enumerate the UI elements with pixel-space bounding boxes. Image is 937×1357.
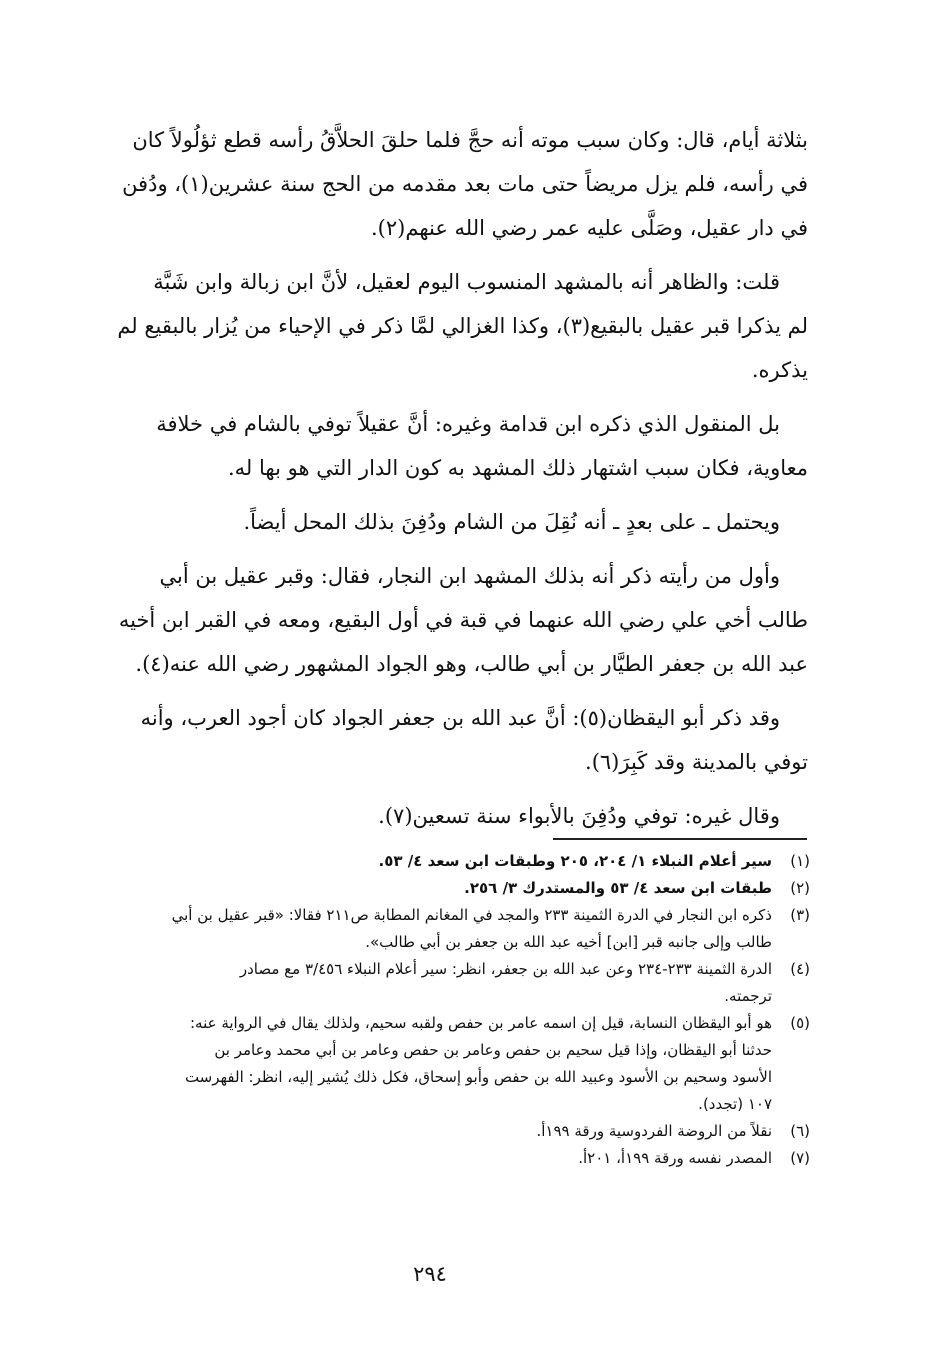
text-line: قلت: والظاهر أنه بالمشهد المنسوب اليوم لعقيل، لأنَّ ابن زبالة وابن شَبَّة (153, 270, 780, 294)
footnote-1 (64, 848, 810, 875)
paragraph (64, 696, 808, 784)
footnote-separator (553, 838, 807, 840)
footnote-number: (٣) (790, 906, 810, 924)
footnote-text: الأسود وسحيم بن الأسود وعبيد الله بن حفص وأبو إسحاق، فكل ذلك يُشير إليه، انظر: الفهرست (184, 1068, 772, 1086)
paragraph (64, 402, 808, 490)
text-line: في دار عقيل، وصَلَّى عليه عمر رضي الله عنهم(٢). (371, 216, 808, 240)
text-line: عبد الله بن جعفر الطيَّار بن أبي طالب، وهو الجواد المشهور رضي الله عنه(٤). (135, 652, 808, 676)
footnote-text: ذكره ابن النجار في الدرة الثمينة ٢٣٣ والمجد في المغانم المطابة ص٢١١ فقالا: «قبر عقيل بن أبي (171, 906, 772, 924)
text-line: توفي بالمدينة وقد كَبِرَ(٦). (585, 750, 808, 774)
paragraph (64, 260, 808, 392)
footnote-7 (64, 1145, 810, 1172)
footnote-number: (٤) (790, 960, 810, 978)
paragraph (64, 554, 808, 686)
footnote-5 (64, 1010, 810, 1118)
footnote-number: (٧) (790, 1149, 810, 1167)
footnote-2 (64, 875, 810, 902)
footnote-6 (64, 1118, 810, 1145)
footnote-number: (٢) (790, 879, 810, 897)
footnote-text: ترجمته. (724, 987, 772, 1005)
paragraph (64, 794, 808, 838)
text-line: طالب أخي علي رضي الله عنهما في قبة في أول البقيع، ومعه في القبر ابن أخيه (118, 608, 808, 632)
footnote-3 (64, 902, 810, 956)
footnote-text: هو أبو اليقظان النسابة، قيل إن اسمه عامر بن حفص ولقبه سحيم، ولذلك يقال في الرواية عنه: (190, 1014, 772, 1032)
text-line: بثلاثة أيام، قال: وكان سبب موته أنه حجَّ فلما حلقَ الحلاَّقُ رأسه قطع ثؤلُولاً كان (132, 128, 808, 152)
footnote-text: طالب وإلى جانبه قبر [ابن] أخيه عبد الله بن جعفر بن أبي طالب». (365, 933, 772, 951)
text-line: وأول من رأيته ذكر أنه بذلك المشهد ابن النجار، فقال: وقبر عقيل بن أبي (159, 564, 780, 588)
text-line: بل المنقول الذي ذكره ابن قدامة وغيره: أنَّ عقيلاً توفي بالشام في خلافة (156, 412, 780, 436)
footnote-number: (٥) (790, 1014, 810, 1032)
footnote-text: سير أعلام النبلاء ١/ ٢٠٤، ٢٠٥ وطبقات ابن سعد ٤/ ٥٣. (378, 852, 772, 870)
main-text (64, 118, 808, 848)
text-line: في رأسه، فلم يزل مريضاً حتى مات بعد مقدمه من الحج سنة عشرين(١)، ودُفن (122, 172, 808, 196)
text-line: ويحتمل ـ على بعدٍ ـ أنه نُقِلَ من الشام ودُفِنَ بذلك المحل أيضاً. (243, 510, 780, 534)
footnote-text: المصدر نفسه ورقة ١٩٩أ، ٢٠١أ. (578, 1149, 772, 1167)
footnote-text: ١٠٧ (تجدد). (698, 1095, 772, 1113)
text-line: لم يذكرا قبر عقيل بالبقيع(٣)، وكذا الغزالي لمَّا ذكر في الإحياء من يُزار بالبقيع لم (117, 314, 808, 338)
footnote-text: نقلاً من الروضة الفردوسية ورقة ١٩٩أ. (536, 1122, 772, 1140)
footnote-text: الدرة الثمينة ٢٣٣-٢٣٤ وعن عبد الله بن جعفر، انظر: سير أعلام النبلاء ٣/٤٥٦ مع مصادر (239, 960, 772, 978)
footnote-text: طبقات ابن سعد ٤/ ٥٣ والمستدرك ٣/ ٢٥٦. (464, 879, 772, 897)
text-line: يذكره. (751, 358, 808, 382)
paragraph (64, 500, 808, 544)
footnote-number: (٦) (790, 1122, 810, 1140)
text-line: وقد ذكر أبو اليقظان(٥): أنَّ عبد الله بن جعفر الجواد كان أجود العرب، وأنه (140, 706, 780, 730)
page-number: ٢٩٤ (413, 1262, 447, 1286)
text-line: وقال غيره: توفي ودُفِنَ بالأبواء سنة تسعين(٧). (378, 804, 780, 828)
footnote-text: حدثنا أبو اليقظان، وإذا قيل سحيم بن حفص وعامر بن حفص وعامر بن أبي محمد وعامر بن (214, 1041, 772, 1059)
footnote-4 (64, 956, 810, 1010)
footnotes (64, 848, 810, 1172)
text-line: معاوية، فكان سبب اشتهار ذلك المشهد به كون الدار التي هو بها له. (227, 456, 808, 480)
paragraph (64, 118, 808, 250)
footnote-number: (١) (790, 852, 810, 870)
